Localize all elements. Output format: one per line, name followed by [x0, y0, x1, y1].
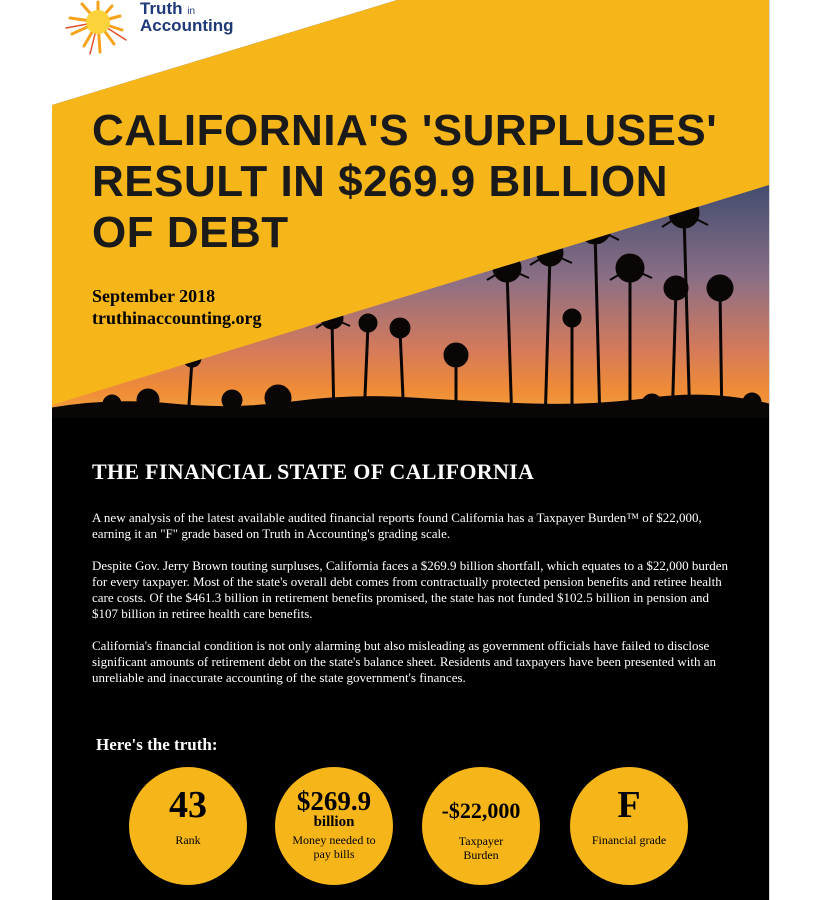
stat-unit: billion	[313, 814, 355, 830]
stat-label: Taxpayer Burden	[458, 834, 504, 862]
logo-word-truth: Truth	[140, 0, 183, 18]
logo-word-accounting: Accounting	[140, 16, 234, 35]
page-edge-divider	[769, 0, 770, 900]
logo-word-in: in	[187, 6, 196, 17]
page-title: CALIFORNIA'S 'SURPLUSES' RESULT IN $269.9 BILLION OF DEBT	[92, 106, 718, 257]
truth-heading: Here's the truth:	[96, 735, 218, 754]
stat-value: F	[617, 784, 641, 826]
report-page	[52, 0, 769, 900]
truth-in-accounting-logo	[60, 0, 240, 60]
stat-label: Rank	[175, 833, 201, 847]
paragraph: Despite Gov. Jerry Brown touting surpluses, California faces a $269.9 billion shortfall, which equates to a $22,000 burden for every taxpayer. Most of the state's overall debt comes from contractually protected pension benefits and retiree health care costs. Of the $461.3 billion in retirement benefits promised, the state has not funded $102.5 billion in pension and $107 billion in retiree health care benefits.	[92, 558, 729, 621]
stat-burden-circle	[422, 767, 540, 885]
publication-meta	[92, 285, 262, 329]
publication-date: September 2018	[92, 286, 216, 306]
stat-debt-circle	[275, 767, 393, 885]
stat-grade-circle	[570, 767, 688, 885]
paragraph: A new analysis of the latest available audited financial reports found California has a Taxpayer Burden™ of $22,000, earning it an "F" grade based on Truth in Accounting's grading scale.	[92, 510, 702, 541]
paragraph: California's financial condition is not only alarming but also misleading as government officials have failed to disclose significant amounts of retirement debt on the state's balance sheet. Residents and taxpayers have been presented with an unreliable and inaccurate accounting of the state government's finances.	[92, 638, 716, 685]
stat-value: -$22,000	[441, 798, 521, 823]
sun-icon	[60, 0, 136, 60]
body-text	[92, 510, 732, 702]
stat-label: Financial grade	[591, 833, 667, 847]
stat-rank-circle	[129, 767, 247, 885]
stat-value: 43	[169, 784, 207, 826]
website-link[interactable]: truthinaccounting.org	[92, 308, 262, 328]
stat-value: $269.9	[296, 786, 372, 816]
stat-label: Money needed to pay bills	[292, 833, 376, 861]
section-title: THE FINANCIAL STATE OF CALIFORNIA	[92, 459, 535, 484]
